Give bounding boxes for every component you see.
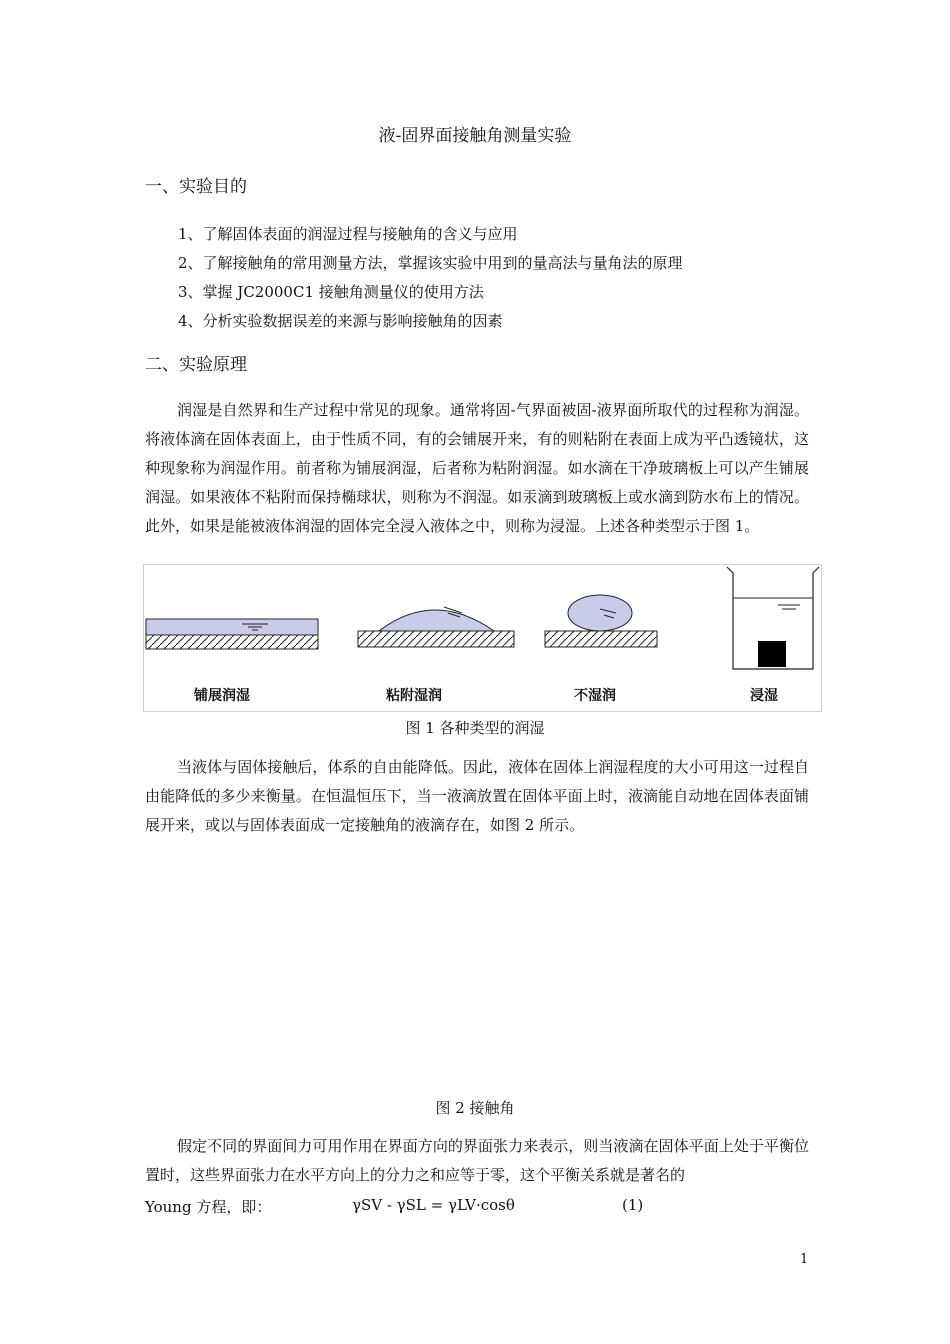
- young-equation-lead: Young 方程，即：: [145, 1198, 272, 1216]
- equation-number: (1): [622, 1196, 644, 1214]
- section2-heading: 二、实验原理: [145, 355, 247, 375]
- objective-item-2: 2、了解接触角的常用测量方法，掌握该实验中用到的量高法与量角法的原理: [178, 254, 683, 272]
- figure1-label-adhesional: 粘附湿润: [386, 688, 442, 704]
- adhesional-wetting-diagram: [358, 607, 514, 647]
- section1-heading: 一、实验目的: [145, 177, 247, 197]
- page-title: 液-固界面接触角测量实验: [378, 126, 572, 146]
- non-wetting-diagram: [545, 595, 657, 647]
- principle-paragraph-1: 润湿是自然界和生产过程中常见的现象。通常将固-气界面被固-液界面所取代的过程称为润湿。将液体滴在固体表面上，由于性质不同，有的会铺展开来，有的则粘附在表面上成为平凸透镜状，这种现象称为润湿作用。前者称为铺展润湿，后者称为粘附润湿。如水滴在干净玻璃板上可以产生铺展润湿。如果液体不粘附而保持椭球状，则称为不润湿。如汞滴到玻璃板上或水滴到防水布上的情况。此外，如果是能被液体润湿的固体完全浸入液体之中，则称为浸湿。上述各种类型示于图 1。: [145, 401, 809, 535]
- page-number: 1: [800, 1252, 809, 1267]
- spreading-wetting-diagram: [146, 619, 318, 649]
- figure1-caption: 图 1 各种类型的润湿: [405, 719, 545, 737]
- objective-item-4: 4、分析实验数据误差的来源与影响接触角的因素: [178, 312, 503, 330]
- objective-item-1: 1、了解固体表面的润湿过程与接触角的含义与应用: [178, 225, 518, 243]
- figure2-caption: 图 2 接触角: [435, 1099, 515, 1117]
- immersional-wetting-diagram: [727, 567, 819, 669]
- objective-item-3: 3、掌握 JC2000C1 接触角测量仪的使用方法: [178, 283, 484, 301]
- figure1-label-spreading: 铺展润湿: [194, 688, 250, 704]
- principle-paragraph-2: 当液体与固体接触后，体系的自由能降低。因此，液体在固体上润湿程度的大小可用这一过程自由能降低的多少来衡量。在恒温恒压下，当一液滴放置在固体平面上时，液滴能自动地在固体表面铺展开来，或以与固体表面成一定接触角的液滴存在，如图 2 所示。: [145, 758, 809, 834]
- figure1-label-immersion: 浸湿: [750, 688, 778, 704]
- young-equation: γSV - γSL = γLV·cosθ: [352, 1196, 515, 1214]
- figure1-label-non-wetting: 不湿润: [574, 688, 616, 704]
- principle-paragraph-3: 假定不同的界面间力可用作用在界面方向的界面张力来表示，则当液滴在固体平面上处于平衡位置时，这些界面张力在水平方向上的分力之和应等于零，这个平衡关系就是著名的: [145, 1137, 809, 1184]
